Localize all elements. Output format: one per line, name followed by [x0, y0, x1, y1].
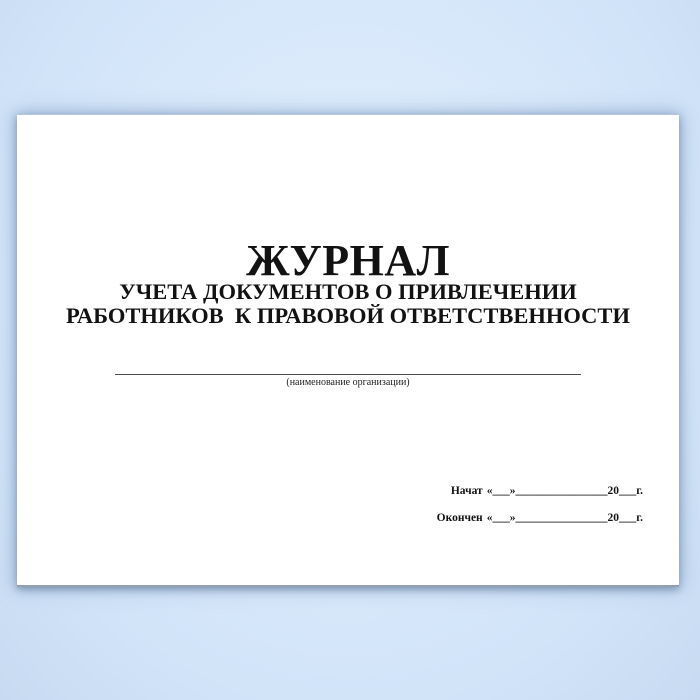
organization-name-block — [115, 374, 581, 388]
organization-name-caption: (наименование организации) — [286, 377, 410, 388]
journal-subtitle-line-1: УЧЕТА ДОКУМЕНТОВ О ПРИВЛЕЧЕНИИ — [119, 279, 577, 304]
finished-date-blank: «___»________________20___г. — [486, 512, 643, 524]
finished-label: Окончен — [436, 512, 483, 524]
start-end-dates-block — [437, 484, 643, 525]
organization-name-blank-line — [115, 374, 581, 375]
journal-subtitle-line-2: РАБОТНИКОВ К ПРАВОВОЙ ОТВЕТСТВЕННОСТИ — [66, 303, 630, 328]
started-label: Начат — [450, 485, 483, 497]
started-date-blank: «___»________________20___г. — [486, 485, 643, 497]
journal-cover-page — [17, 114, 679, 587]
journal-title: ЖУРНАЛ — [246, 236, 450, 285]
